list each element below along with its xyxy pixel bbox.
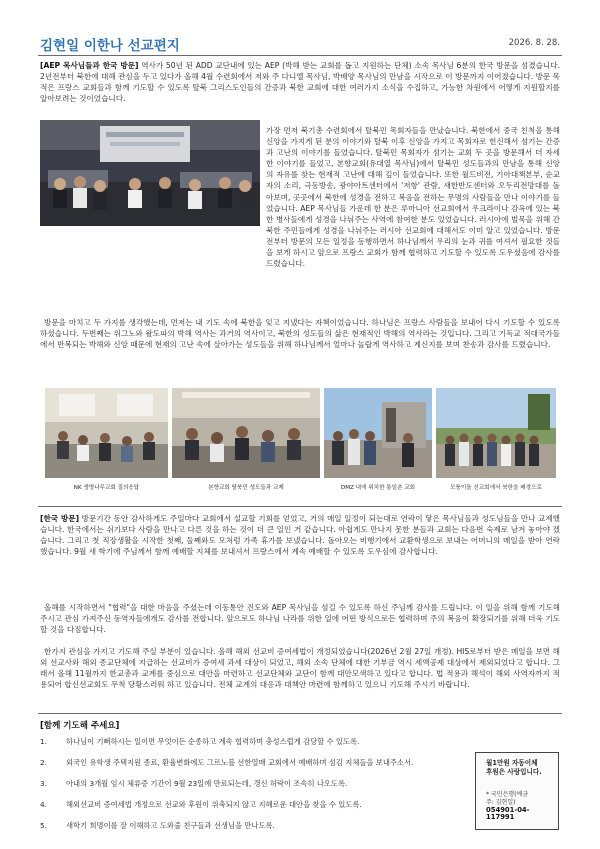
- section2-p1-block: [40, 513, 560, 557]
- section1-p3-block: [40, 317, 560, 350]
- prayer-item: 2. 외국인 유학생 주택지원 종료, 환율변화에도 그르노블 선한열매 교회에서 예배하며 섬김 지체들을 보내주소서.: [40, 758, 414, 767]
- donation-account: [486, 791, 556, 822]
- caption-photo3: DMZ 내에 위치한 통일촌 교회: [340, 485, 416, 491]
- section2-p3: 한가지 관심을 가지고 기도해 주실 부분이 있습니다. 올해 해외 선교비 증여세법이 개정되었습니다(2026년 2월 27일 개정). HIS로부터 받은 메일을 보면 해외 선교사와 해외 종교단체에 지급하는 선교비가 증여세 과세 대상이 되었고, 해외 소속 단체에 대한 기부금 역시 세액공제 대상에서 제외되었다고 합니다. 그래서 올해 11월까지 한교총과 교계를 중심으로 대안을 마련하고 선교단체와 교단이 함께 대안모색하고 있다고 합니다. 법 적용과 해석이 해외 사역자까지 적용되어 합신선교회도 무척 당황스러워 하고 있습니다. 전체 교계의 대응과 대책안 마련에 함께하고 있으니 기도해 주시기 바랍니다.: [40, 647, 560, 690]
- section2-heading: [한국 방문]: [40, 514, 80, 523]
- donation-line2: 후원은 사랑입니다.: [486, 767, 542, 776]
- photo-cornerstone: [436, 388, 556, 478]
- prayer-item: 5. 새학기 희명이를 잘 이해하고 도와줄 친구들과 선생님을 만나도록.: [40, 821, 275, 830]
- photo-qna: [45, 388, 168, 478]
- donation-line1: 월1만원 자동이체: [486, 759, 538, 767]
- prayer-item: 4. 해외선교비 증여세법 개정으로 선교와 후원이 위축되지 않고 지혜로운 대안을 찾을 수 있도록.: [40, 800, 362, 809]
- prayer-heading: [함께 기도해 주세요]: [40, 721, 120, 731]
- letter-date: 2026. 8. 28.: [508, 38, 560, 48]
- section-divider: [38, 506, 562, 507]
- prayer-item: 3. 아내의 3개월 임시 체류증 기간이 9월 23일에 만료되는데, 갱신 허락이 조속히 나오도록.: [40, 779, 348, 788]
- section1-p3: 방문을 마치고 두 가지를 생각했는데, 먼저는 내 기도 속에 북한을 잊고 지냈다는 자책이었습니다. 하나님은 프랑스 사람들을 보내어 다시 기도할 수 있도록 하셨습니다. 두번째는 위그노와 왈도파의 박해 역사는 과거의 역사이고, 북한의 성도들의 삶은 현재적인 박해의 역사라는 것입니다. 그리고 기독교 적대국가들에서 반복되는 박해와 신앙 때문에 현재의 고난 속에 살아가는 성도들을 위해 하나님께서 얼마나 놀랍게 역사하고 계신지를 보며 찬송과 감사를 드렸습니다.: [40, 318, 560, 350]
- prayer-divider: [38, 713, 562, 714]
- photo-meeting-hall: [40, 120, 260, 226]
- donation-box: [475, 752, 559, 830]
- section1-heading: [AEP 목사님들과 한국 방문]: [40, 61, 139, 70]
- section2-p2-block: [40, 602, 560, 635]
- bank-label: * 국민은행(예금: [486, 791, 529, 798]
- section1-p1: 역사가 50년 된 ADD 교단내에 있는 AEP (박해 받는 교회를 돕고 지원하는 단체) 소속 목사님 6분의 한국 방문을 섬겼습니다. 2년전부터 북한에 대해 관심을 두고 있다가 올해 4월 수련회에서 저와 주 다니엘 목사님, 박배양 목사님의 만남을 시작으로 이 방문까지 이어졌습니다. 방문 목적은 프랑스 교회들과 함께 기도할 수 있도록 탈북 그리스도인들의 간증과 북한 교회에 대한 여러가지 소식을 수집하고, 가능한 차원에서 어떻게 지원할지를 알아보려는 것이었습니다.: [40, 61, 560, 104]
- section1-p2: 가장 먼저 북기총 수련회에서 탈북민 목회자들을 만났습니다. 북한에서 중국 친척을 통해 신앙을 가지게 된 분의 이야기와 탈북 이후 신앙을 가지고 목회자로 헌신해서 섬기는 간증과 고난의 이야기를 들었습니다. 탈북민 목회자가 섬기는 교회 두 곳을 방문해서 더 자세한 이야기를 들었고, 본향교회(유대열 목사님)에서 탈북민 성도들과의 만남을 통해 신앙의 자유를 찾는 현재적 고난에 대해 깊이 들었습니다. 또한 월드비전, 기아대책본부, 순교자의 소리, 극동방송, 광야아트센터에서 '저항' 관람, 새한반도센터와 오두리전망대를 돌아보며, 곳곳에서 북한에 성경을 전하고 복음을 전하는 무명의 사람들을 만나 이야기를 들었습니다. AEP 목사님들 가운데 한 분은 루마니아 선교회에서 우크라이나 감옥에 있는 북한 병사들에게 성경을 나눠주는 사역에 참여한 분도 있었습니다. 러시아에 벌목을 위해 간 북한 주민들에게 성경을 나눠주는 러시아 선교회에 대해서도 이미 알고 있었습니다. 방문 전부터 방문의 모든 일정을 동행하면서 하나님께서 우리의 눈과 귀를 여셔서 필요한 것들을 보게 하시고 앞으로 프랑스 교회가 함께 협력하고 기도할 수 있도록 도우셨음에 감사를 드렸습니다.: [266, 126, 560, 269]
- section1-intro: [40, 60, 560, 104]
- caption-photo2: 본향교회 탈북민 성도들과 교제: [208, 485, 284, 491]
- section2-p1: 방문기간 동안 감사하게도 주일마다 교회에서 설교할 기회를 얻었고, 거의 매일 일정이 되는대로 연락이 닿은 목사님들과 성도님들을 만나 교제했습니다. 한국에서는 쉬기보다 사람을 만나고 다른 것을 하는 것이 더 큰 일인 거 같습니다. 아쉽게도 만나지 못한 분들과 교회는 다음번 숙제로 남겨 놓아야 겠습니다. 그리고 첫 직장생활을 시작한 첫째, 둘째와도 모처럼 가족 휴가를 보냈습니다. 돌아오는 비행기에서 교환학생으로 보내는 어머니의 메일을 받아 연락했습니다. 9월 새 학기에 주님께서 함께 예배할 지체를 보내셔서 프랑스에서 계속 예배할 수 있도록 도우심에 감사합니다.: [40, 514, 560, 557]
- section2-p3-block: [40, 646, 560, 690]
- caption-photo1: NK 생명나무교회 질의응답: [73, 485, 140, 491]
- caption-photo4: 모퉁이돌 선교회에서 북한을 배경으로: [450, 485, 542, 491]
- header-divider: [38, 55, 562, 56]
- section1-p2-col: [266, 125, 560, 269]
- photo-dmz-church: [324, 388, 432, 478]
- account-number-1: 054901-04-: [486, 805, 530, 814]
- donation-heading: [486, 759, 552, 776]
- section2-p2: 올해를 시작하면서 "협력"을 대한 마음을 주셨는데 이동통안 진도와 AEP 목사님을 섬길 수 있도록 하신 주님께 감사를 드립니다. 이 일을 위해 함께 기도해 주시고 관심 가져주신 동역자들에게도 감사를 전합니다. 앞으로도 하나님 나라를 위한 일에 어떤 방식으로든 협력하며 주의 복음이 확장되기를 위해 더욱 기도할 것을 다짐합니다.: [40, 603, 560, 635]
- prayer-list: [40, 736, 470, 841]
- account-holder: 주: 김현일): [486, 798, 516, 806]
- account-number-2: 117991: [486, 813, 515, 822]
- letter-title: 김현일 이한나 선교편지: [40, 38, 180, 54]
- photo-fellowship: [172, 388, 320, 478]
- prayer-item: 1. 하나님이 기뻐하시는 일이면 무엇이든 순종하고 계속 협력하며 충성스럽게 감당할 수 있도록.: [40, 737, 360, 746]
